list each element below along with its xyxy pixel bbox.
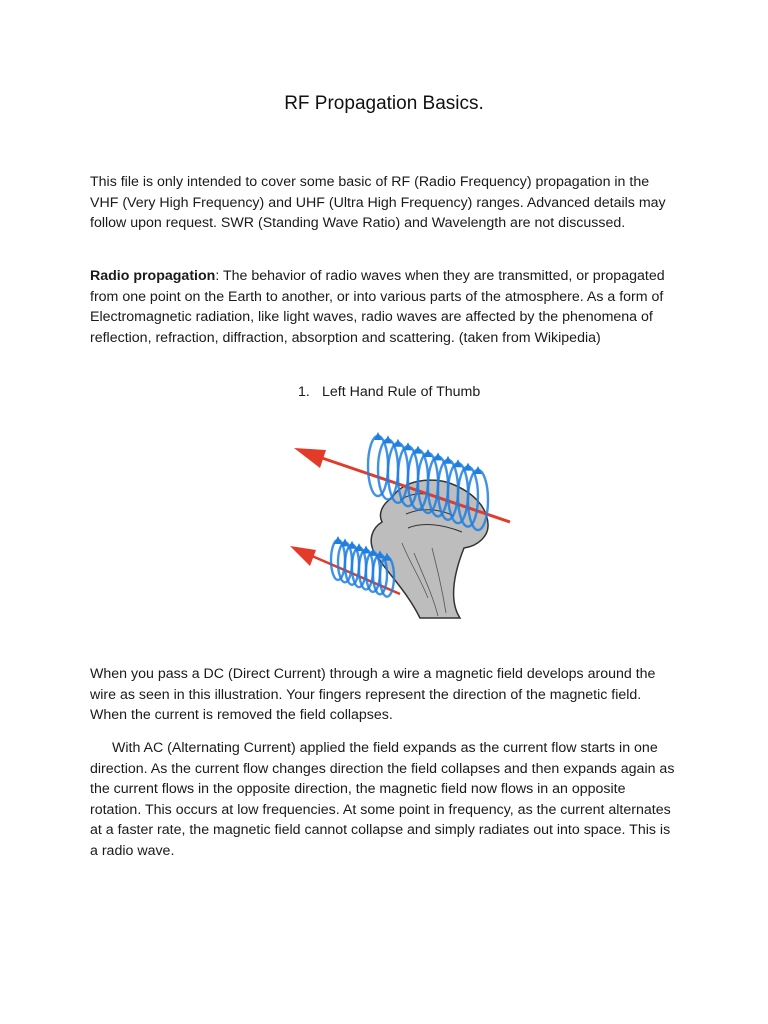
left-hand-rule-illustration	[282, 428, 512, 620]
list-item-label: Left Hand Rule of Thumb	[322, 384, 481, 400]
ac-paragraph: With AC (Alternating Current) applied the field expands as the current flow starts in one direction. As the current flow changes direction the field collapses and then expands again as the current flows in the opposite direction, the magnetic field now flows in an opposite rotation. This occurs at low frequencies. At some point in frequency, as the current alternates at a faster rate, the magnetic field cannot collapse and simply radiates out into space. This is a radio wave.	[90, 740, 675, 859]
dc-paragraph: When you pass a DC (Direct Current) through a wire a magnetic field develops around the wire as seen in this illustration. Your fingers represent the direction of the magnetic field. When the current is removed the field collapses.	[90, 666, 656, 724]
list-item-number: 1.	[298, 384, 310, 400]
radio-propagation-definition: : The behavior of radio waves when they are transmitted, or propagated from one point on the Earth to another, or into various parts of the atmosphere. As a form of Electromagnetic radiation, like light waves, radio waves are affected by the phenomena of reflection, refraction, diffraction, absorption and scattering. (taken from Wikipedia)	[90, 268, 665, 346]
intro-paragraph: This file is only intended to cover some basic of RF (Radio Frequency) propagation in the VHF (Very High Frequency) and UHF (Ultra High Frequency) ranges. Advanced details may follow upon request. SWR (Standing Wave Ratio) and Wavelength are not discussed.	[90, 174, 666, 232]
list-item	[298, 384, 480, 400]
radio-propagation-paragraph	[90, 266, 680, 348]
page-title: RF Propagation Basics.	[284, 93, 484, 114]
radio-propagation-term: Radio propagation	[90, 268, 216, 284]
left-hand-rule-svg	[282, 428, 512, 620]
